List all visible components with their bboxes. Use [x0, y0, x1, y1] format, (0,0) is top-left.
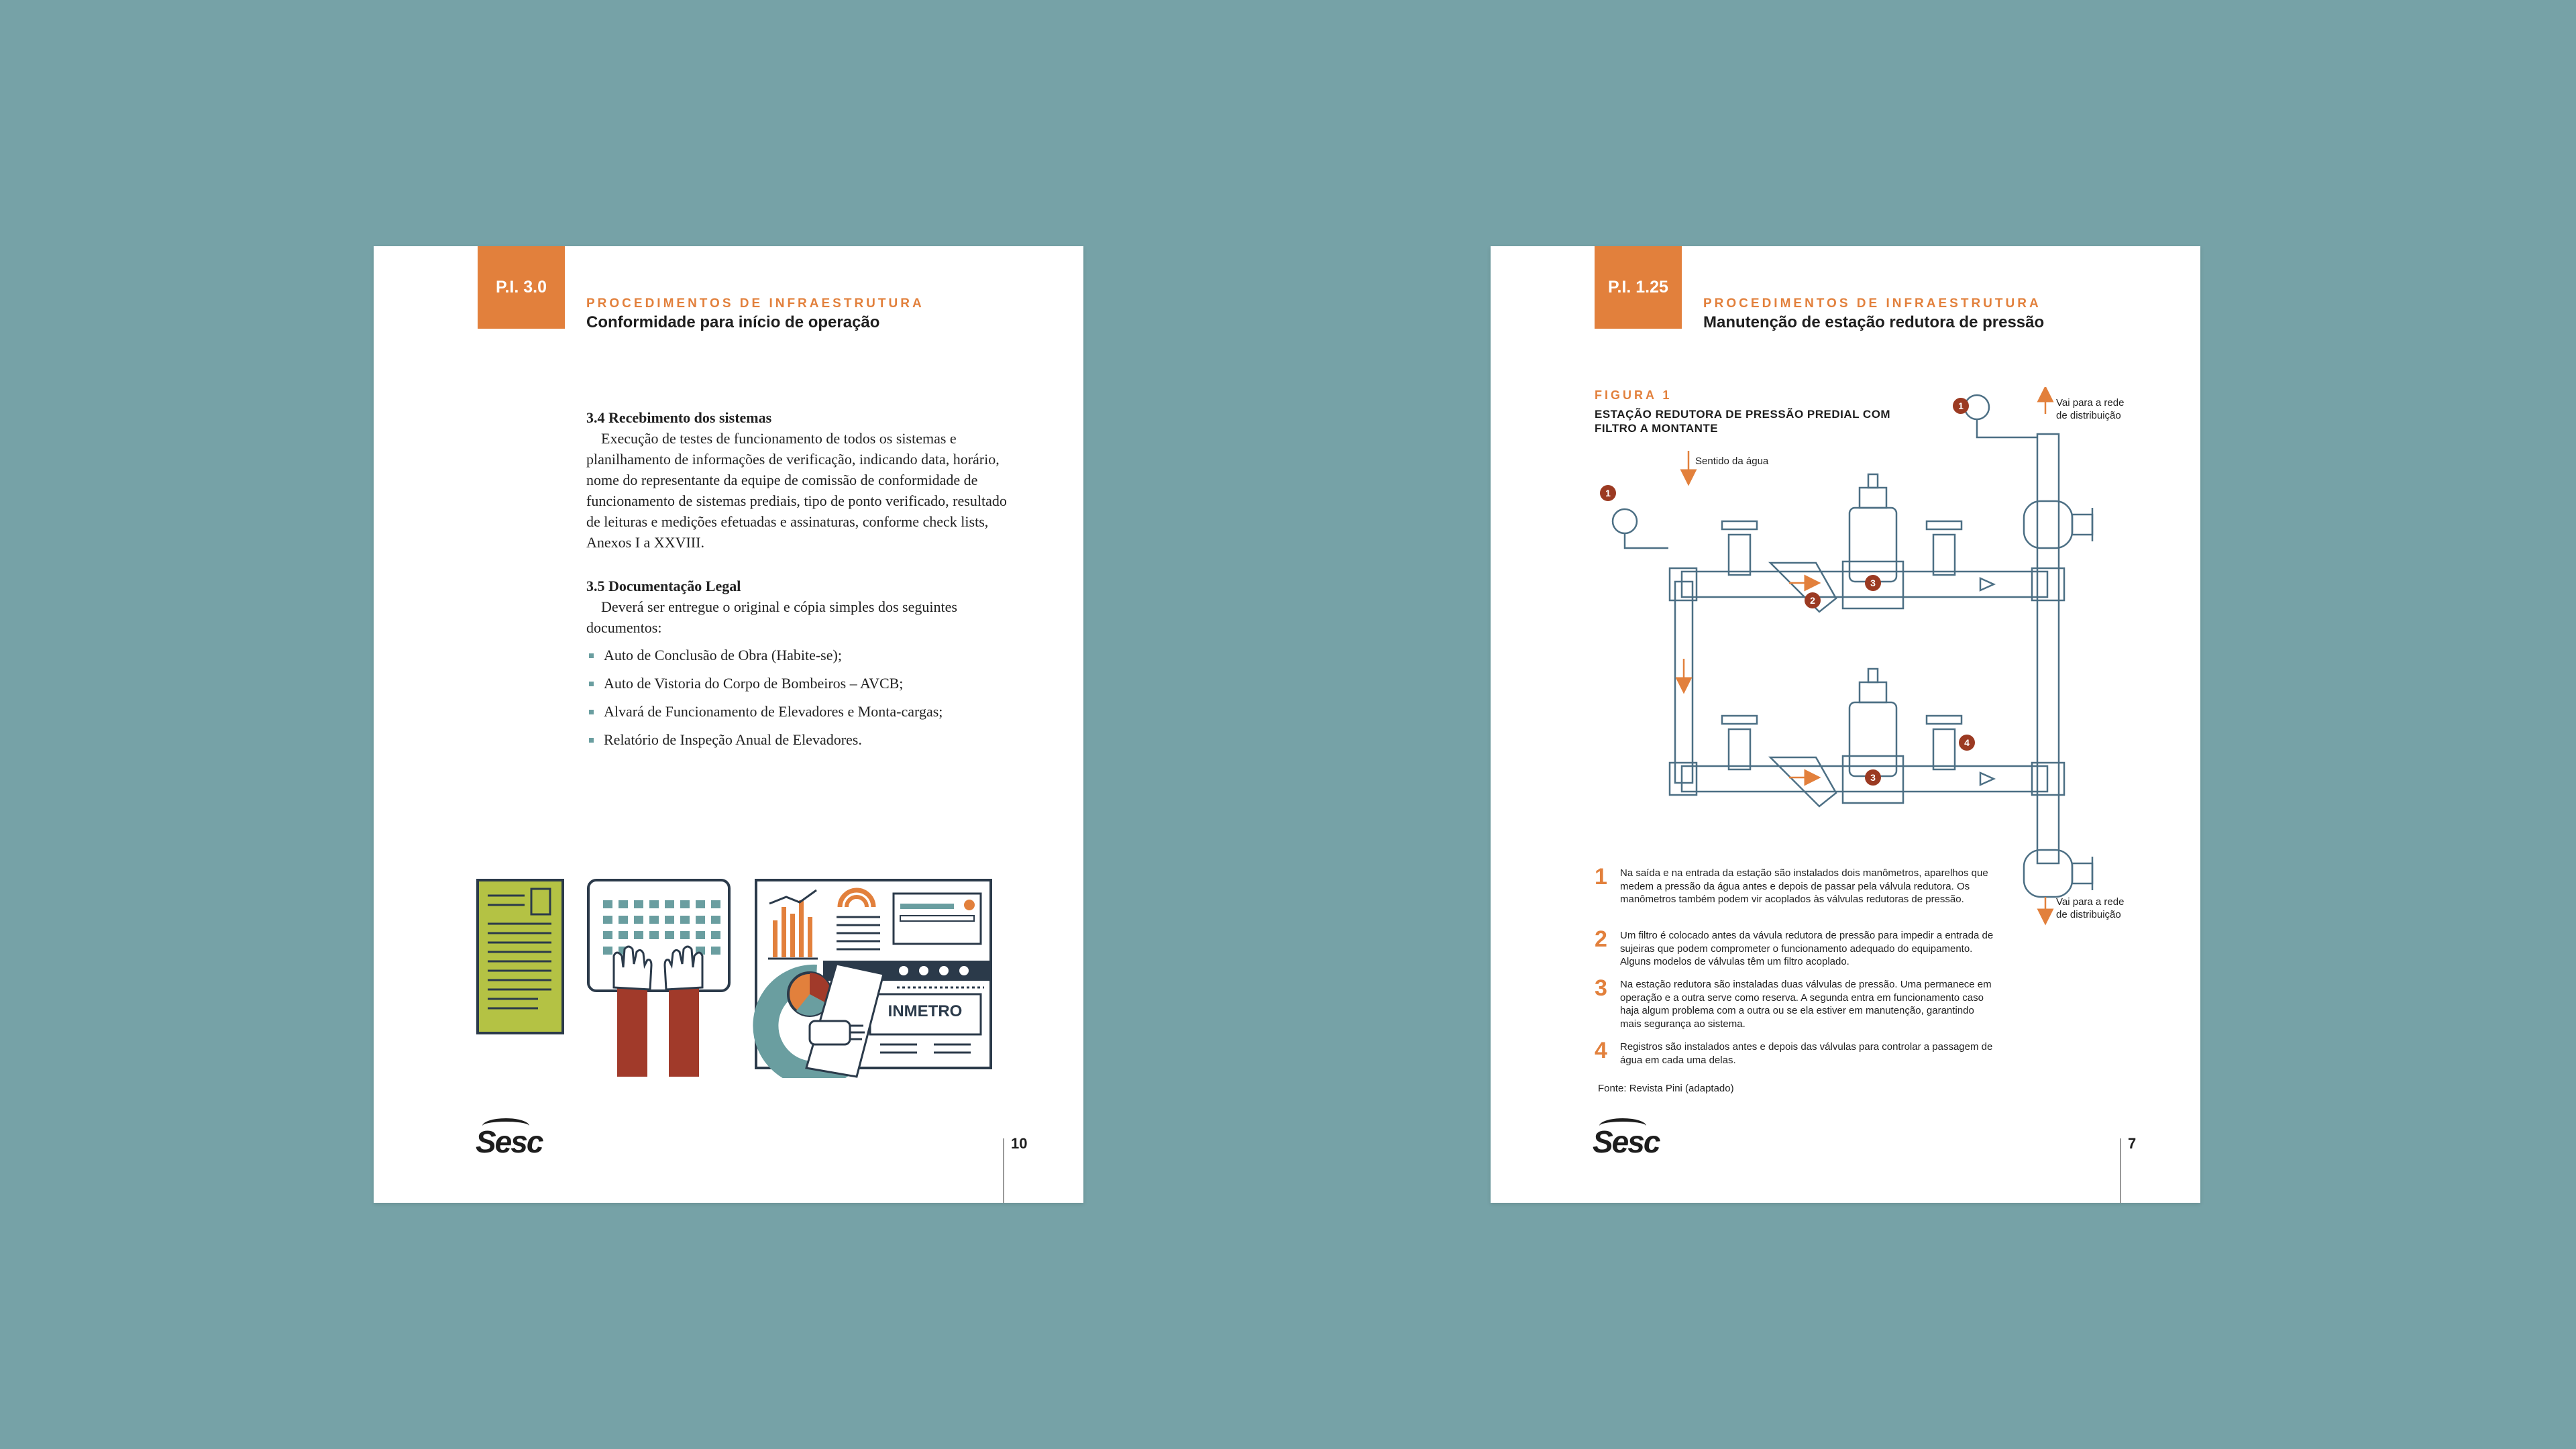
inmetro-label: INMETRO [888, 1002, 963, 1020]
chapter-kicker: PROCEDIMENTOS DE INFRAESTRUTURA [586, 297, 924, 311]
svg-text:3: 3 [1870, 578, 1876, 588]
compliance-illustration [474, 877, 1024, 1078]
section-heading-3-4: 3.4 Recebimento dos sistemas [586, 409, 772, 426]
figure-kicker: FIGURA 1 [1595, 388, 1672, 402]
body-text [586, 407, 1016, 757]
section-code-tab: P.I. 1.25 [1595, 246, 1682, 329]
to-network-label-top-2: de distribuição [2056, 410, 2121, 421]
figure-source: Fonte: Revista Pini (adaptado) [1598, 1083, 1734, 1094]
list-item: Auto de Conclusão de Obra (Habite-se); [586, 645, 1016, 665]
page-number: 7 [2128, 1135, 2137, 1152]
marker-3-top [1865, 575, 1881, 591]
to-network-label-bottom-1: Vai para a rede [2056, 896, 2125, 908]
left-page [374, 246, 1083, 1203]
svg-text:2: 2 [1810, 595, 1815, 606]
marker-1-left [1600, 485, 1616, 501]
marker-4 [1959, 735, 1975, 751]
figure-title: ESTAÇÃO REDUTORA DE PRESSÃO PREDIAL COM FILTRO A MONTANTE [1595, 408, 1891, 435]
page-title: Manutenção de estação redutora de pressão [1703, 313, 2045, 331]
flow-arrows [1684, 394, 2045, 917]
section-heading-3-5: 3.5 Documentação Legal [586, 578, 741, 594]
svg-text:1: 1 [1605, 488, 1611, 498]
right-page: P.I. 1.25 PROCEDIMENTOS DE INFRAESTRUTURA Manutenção de estação redutora de pressão FIGURA 1 ESTAÇÃO REDUTORA DE PRESSÃO PREDIAL COM FILTRO A MONTANTE Sentido da água Vai para a rede de distribuição Vai para a rede de distribuição 1 1 2 3 3 4 1 Na saída e na entrada da estação são instalados dois manômetros, aparelhos que medem a pressão da água antes e depois de passar pela válvula redutora. Os manômetros também podem vir acoplados às válvulas redutoras de pressão. 2 Um filtro é colocado antes da vávula redutora de pressão para impedir a entrada de sujeiras que podem comprometer o funcionamento adequado do equipamento. Alguns modelos de válvulas têm um filtro acoplado. 3 Na estação redutora são instaladas duas válvulas de pressão. Uma permanece em operação e a outra serve como reserva. A segunda entra em funcionamento caso haja algum problema com a outra ou se ela estiver em manutenção, garantindo mais segurança ao sistema. 4 Registros são instalados antes e depois das válvulas para controlar a passagem de água em cada uma delas. Fonte: Revista Pini (adaptado) Sesc 7 [1491, 246, 2200, 1203]
svg-text:3: 3 [1870, 772, 1876, 783]
list-item: Alvará de Funcionamento de Elevadores e Monta-cargas; [586, 701, 1016, 722]
marker-3-bottom [1865, 769, 1881, 786]
page-title: Conformidade para início de operação [586, 313, 880, 331]
dashboard-icon [756, 880, 991, 1077]
to-network-label-bottom-2: de distribuição [2056, 909, 2121, 920]
flow-direction-label: Sentido da água [1695, 455, 1769, 467]
page-number-rule [1003, 1138, 1004, 1203]
sesc-logo: Sesc [1593, 1124, 1660, 1159]
section-paragraph-3-4: Execução de testes de funcionamento de todos os sistemas e planilhamento de informações de verificação, indicando data, horário, nome do representante da equipe de comissão de conformidade de funcionamento de sistemas prediais, tipo de ponto verificado, resultado de leituras e medições efetuadas e assinaturas, conforme check lists, Anexos I a XXVIII. [586, 430, 1007, 551]
list-item: Auto de Vistoria do Corpo de Bombeiros – AVCB; [586, 673, 1016, 694]
svg-text:1: 1 [1958, 400, 1964, 411]
svg-text:4: 4 [1964, 737, 1970, 748]
marker-2 [1805, 592, 1821, 608]
document-list [586, 645, 1016, 750]
section-code-tab: P.I. 3.0 [478, 246, 565, 329]
page-number: 10 [1011, 1135, 1028, 1152]
document-icon [478, 880, 563, 1033]
list-item: Relatório de Inspeção Anual de Elevadores. [586, 729, 1016, 750]
sesc-logo: Sesc [476, 1124, 543, 1159]
section-paragraph-3-5: Deverá ser entregue o original e cópia simples dos seguintes documentos: [586, 598, 957, 636]
chapter-kicker: PROCEDIMENTOS DE INFRAESTRUTURA [1703, 297, 2041, 311]
page-number-rule [2120, 1138, 2121, 1203]
to-network-label-top-1: Vai para a rede [2056, 397, 2125, 409]
pipe-network [1613, 395, 2092, 897]
keyboard-hands-icon [588, 880, 729, 1077]
marker-1-right [1953, 398, 1969, 414]
